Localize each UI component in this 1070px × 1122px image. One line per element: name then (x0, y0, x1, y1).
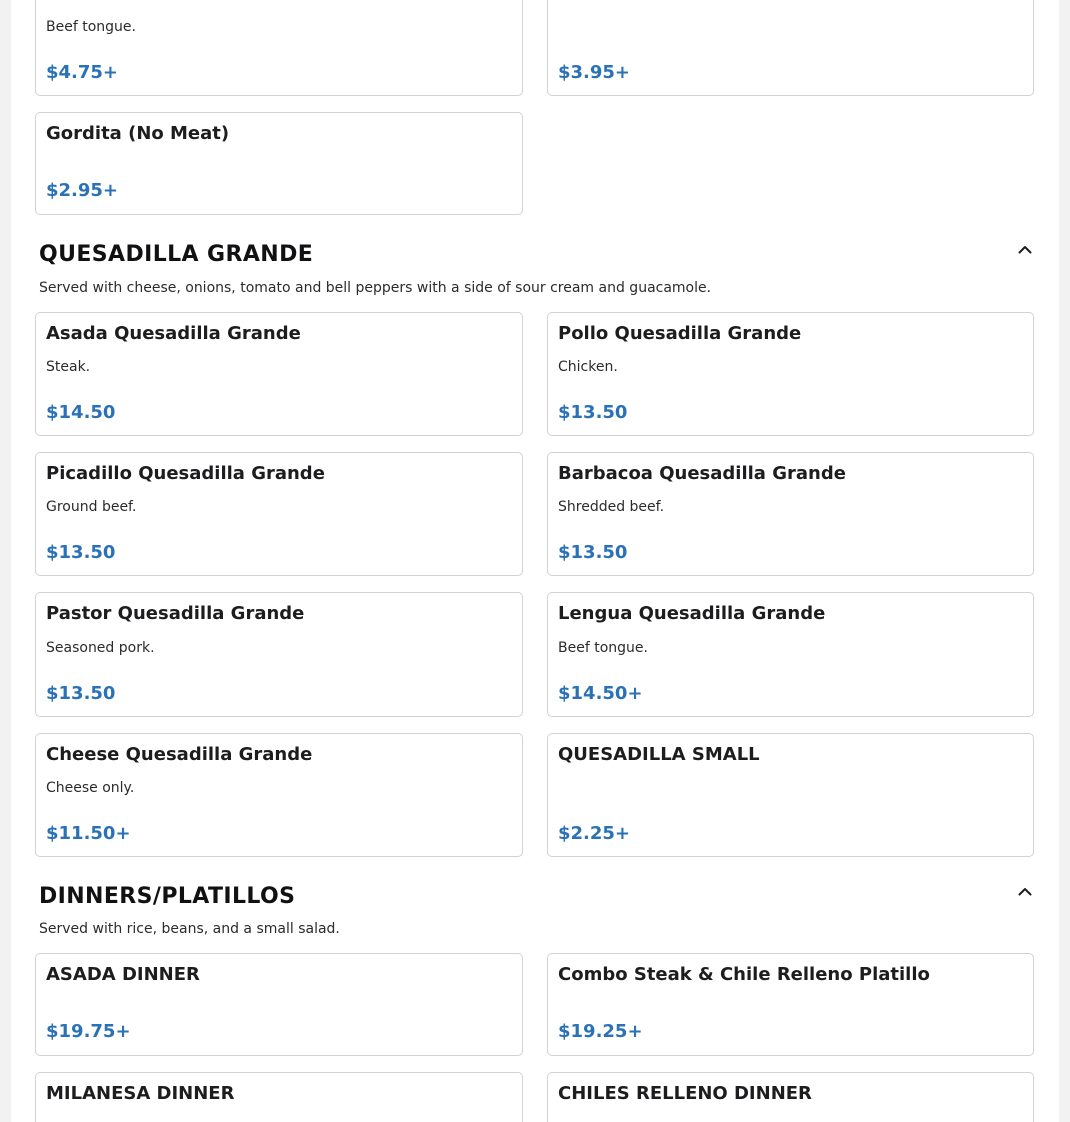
item-price: $13.50 (46, 683, 116, 704)
item-name: QUESADILLA SMALL (558, 744, 760, 765)
menu-item-card[interactable] (547, 0, 1034, 96)
menu-item-card[interactable] (35, 592, 523, 717)
menu-item-card[interactable] (547, 452, 1034, 576)
item-price: $13.50 (558, 402, 628, 423)
item-price: $11.50+ (46, 823, 131, 844)
item-price: $13.50 (558, 542, 628, 563)
collapse-section-button[interactable] (1015, 881, 1035, 901)
item-name: CHILES RELLENO DINNER (558, 1083, 812, 1104)
menu-item-card[interactable] (35, 1072, 523, 1122)
item-name: ASADA DINNER (46, 964, 200, 985)
menu-item-card[interactable] (35, 0, 523, 96)
menu-page (11, 0, 1059, 1122)
item-price: $2.25+ (558, 823, 631, 844)
item-name: Picadillo Quesadilla Grande (46, 463, 325, 484)
item-name: Gordita (No Meat) (46, 123, 230, 144)
item-name: Pastor Quesadilla Grande (46, 603, 305, 624)
collapse-section-button[interactable] (1015, 239, 1035, 259)
menu-item-card[interactable] (547, 1072, 1034, 1122)
item-description: Steak. (46, 359, 91, 375)
item-price: $19.25+ (558, 1021, 643, 1042)
section-title: DINNERS/PLATILLOS (39, 884, 296, 909)
menu-item-card[interactable] (35, 733, 523, 857)
section-title: QUESADILLA GRANDE (39, 242, 314, 267)
item-price: $13.50 (46, 542, 116, 563)
item-price: $14.50 (46, 402, 116, 423)
item-price: $2.95+ (46, 180, 119, 201)
chevron-up-icon (1018, 887, 1032, 896)
item-name: Combo Steak & Chile Relleno Platillo (558, 964, 930, 985)
item-name: Asada Quesadilla Grande (46, 323, 301, 344)
menu-item-card[interactable] (35, 953, 523, 1056)
item-description: Cheese only. (46, 780, 135, 796)
menu-item-card[interactable] (35, 112, 523, 215)
menu-item-card[interactable] (35, 312, 523, 436)
menu-item-card[interactable] (547, 312, 1034, 436)
chevron-up-icon (1018, 245, 1032, 254)
item-price: $4.75+ (46, 62, 119, 83)
item-description: Chicken. (558, 359, 618, 375)
item-price: $3.95+ (558, 62, 631, 83)
item-name: MILANESA DINNER (46, 1083, 235, 1104)
item-name: Cheese Quesadilla Grande (46, 744, 313, 765)
item-description: Seasoned pork. (46, 640, 155, 656)
menu-item-card[interactable] (547, 953, 1034, 1056)
item-name: Lengua Quesadilla Grande (558, 603, 826, 624)
item-price: $19.75+ (46, 1021, 131, 1042)
item-description: Beef tongue. (46, 19, 136, 35)
menu-item-card[interactable] (547, 592, 1034, 717)
item-description: Beef tongue. (558, 640, 648, 656)
section-description: Served with cheese, onions, tomato and bell peppers with a side of sour cream and guacamole. (39, 280, 712, 296)
menu-item-card[interactable] (35, 452, 523, 576)
item-name: Pollo Quesadilla Grande (558, 323, 802, 344)
item-description: Shredded beef. (558, 499, 665, 515)
menu-item-card[interactable] (547, 733, 1034, 857)
item-description: Ground beef. (46, 499, 137, 515)
item-name: Barbacoa Quesadilla Grande (558, 463, 846, 484)
item-price: $14.50+ (558, 683, 643, 704)
section-description: Served with rice, beans, and a small salad. (39, 921, 340, 937)
